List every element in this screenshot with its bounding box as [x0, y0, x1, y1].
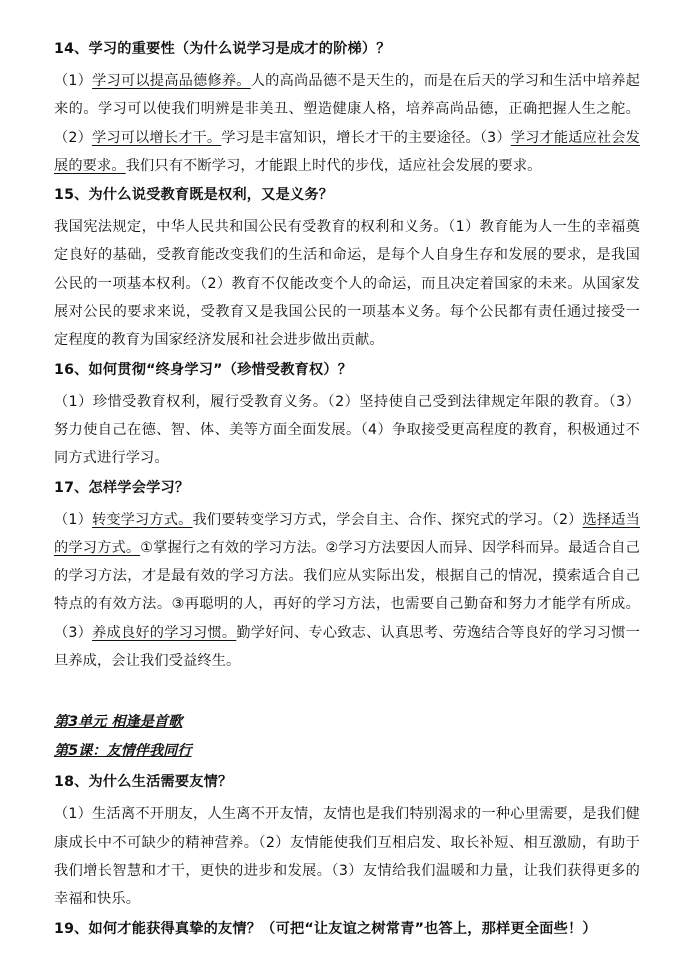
- answer-14: [54, 67, 640, 180]
- answer-17: [54, 506, 640, 676]
- answer-14-text: 人的高尚品德不是天生的，而是在后天的学习和生活中培养起来的。学习可以使我们明辨是非美丑、塑造健康人格，培养高尚品德，正确把握人生之舵。（2）: [54, 73, 640, 146]
- answer-17-key-point: 转变学习方式。: [91, 511, 193, 528]
- answer-17-text: （1）: [54, 511, 92, 528]
- answer-14-key-point: 学习可以增长才干。: [91, 129, 222, 146]
- question-17-title: 17、怎样学会学习？: [54, 479, 190, 496]
- answer-17-key-point: 养成良好的学习习惯。: [92, 624, 237, 641]
- question-14-title: 14、学习的重要性（为什么说学习是成才的阶梯）？: [54, 41, 391, 57]
- answer-16: （1）珍惜受教育权利，履行受教育义务。（2）坚持使自己受到法律规定年限的教育。（3）努力使自己在德、智、体、美等方面全面发展。（4）争取接受更高程度的教育，积极通过不同方式进行学习。: [54, 393, 640, 467]
- answer-14-key-point: 学习才能适应社会发展的要求。: [54, 129, 640, 174]
- lesson-heading: 第5课：友情伴我同行: [54, 743, 192, 760]
- answer-17-key-point: 选择适当的学习方式。: [54, 511, 640, 556]
- answer-17-text: 我们要转变学习方式，学会自主、合作、探究式的学习。（2）: [192, 511, 583, 528]
- answer-14-text: 学习是丰富知识，增长才干的主要途径。（3）: [221, 129, 511, 146]
- answer-15: 我国宪法规定，中华人民共和国公民有受教育的权利和义务。（1）教育能为人一生的幸福奠定良好的基础，受教育能改变我们的生活和命运，是每个人自身生存和发展的要求，是我国公民的一项基本权利。（2）教育不仅能改变个人的命运，而且决定着国家的未来。从国家发展对公民的要求来说，受教育又是我国公民的一项基本义务。每个公民都有责任通过接受一定程度的教育为国家经济发展和社会进步做出贡献。: [54, 219, 640, 349]
- answer-14-key-point: 学习可以提高品德修养。: [92, 73, 251, 89]
- answer-17-text: ①掌握行之有效的学习方法。②学习方法要因人而异、因学科而异。最适合自己的学习方法，才是最有效的学习方法。我们应从实际出发，根据自己的情况，摸索适合自己特点的有效方法。③再聪明的人，再好的学习方法，也需要自己勤奋和努力才能学有所成。（3）: [54, 539, 640, 641]
- answer-17-text: 勤学好问、专心致志、认真思考、劳逸结合等良好的学习习惯一旦养成，会让我们受益终生。: [54, 624, 640, 670]
- answer-14-text: （1）: [54, 73, 93, 89]
- question-18-title: 18、为什么生活需要友情？: [54, 774, 233, 791]
- question-19-title: 19、如何才能获得真挚的友情？（可把“让友谊之树常青”也答上，那样更全面些！）: [54, 920, 597, 937]
- unit-heading: 第3单元 相逢是首歌: [54, 714, 183, 731]
- document-page: [54, 38, 640, 947]
- question-15-title: 15、为什么说受教育既是权利，又是义务？: [54, 187, 334, 204]
- answer-14-text: 我们只有不断学习，才能跟上时代的步伐，适应社会发展的要求。: [125, 157, 542, 174]
- question-16-title: 16、如何贯彻“终身学习”（珍惜受教育权）？: [54, 361, 353, 378]
- answer-18: （1）生活离不开朋友，人生离不开友情，友情也是我们特别渴求的一种心里需要，是我们健康成长中不可缺少的精神营养。（2）友情能使我们互相启发、取长补短、相互激励，有助于我们增长智慧和才干，更快的进步和发展。（3）友情给我们温暖和力量，让我们获得更多的幸福和快乐。: [54, 806, 640, 908]
